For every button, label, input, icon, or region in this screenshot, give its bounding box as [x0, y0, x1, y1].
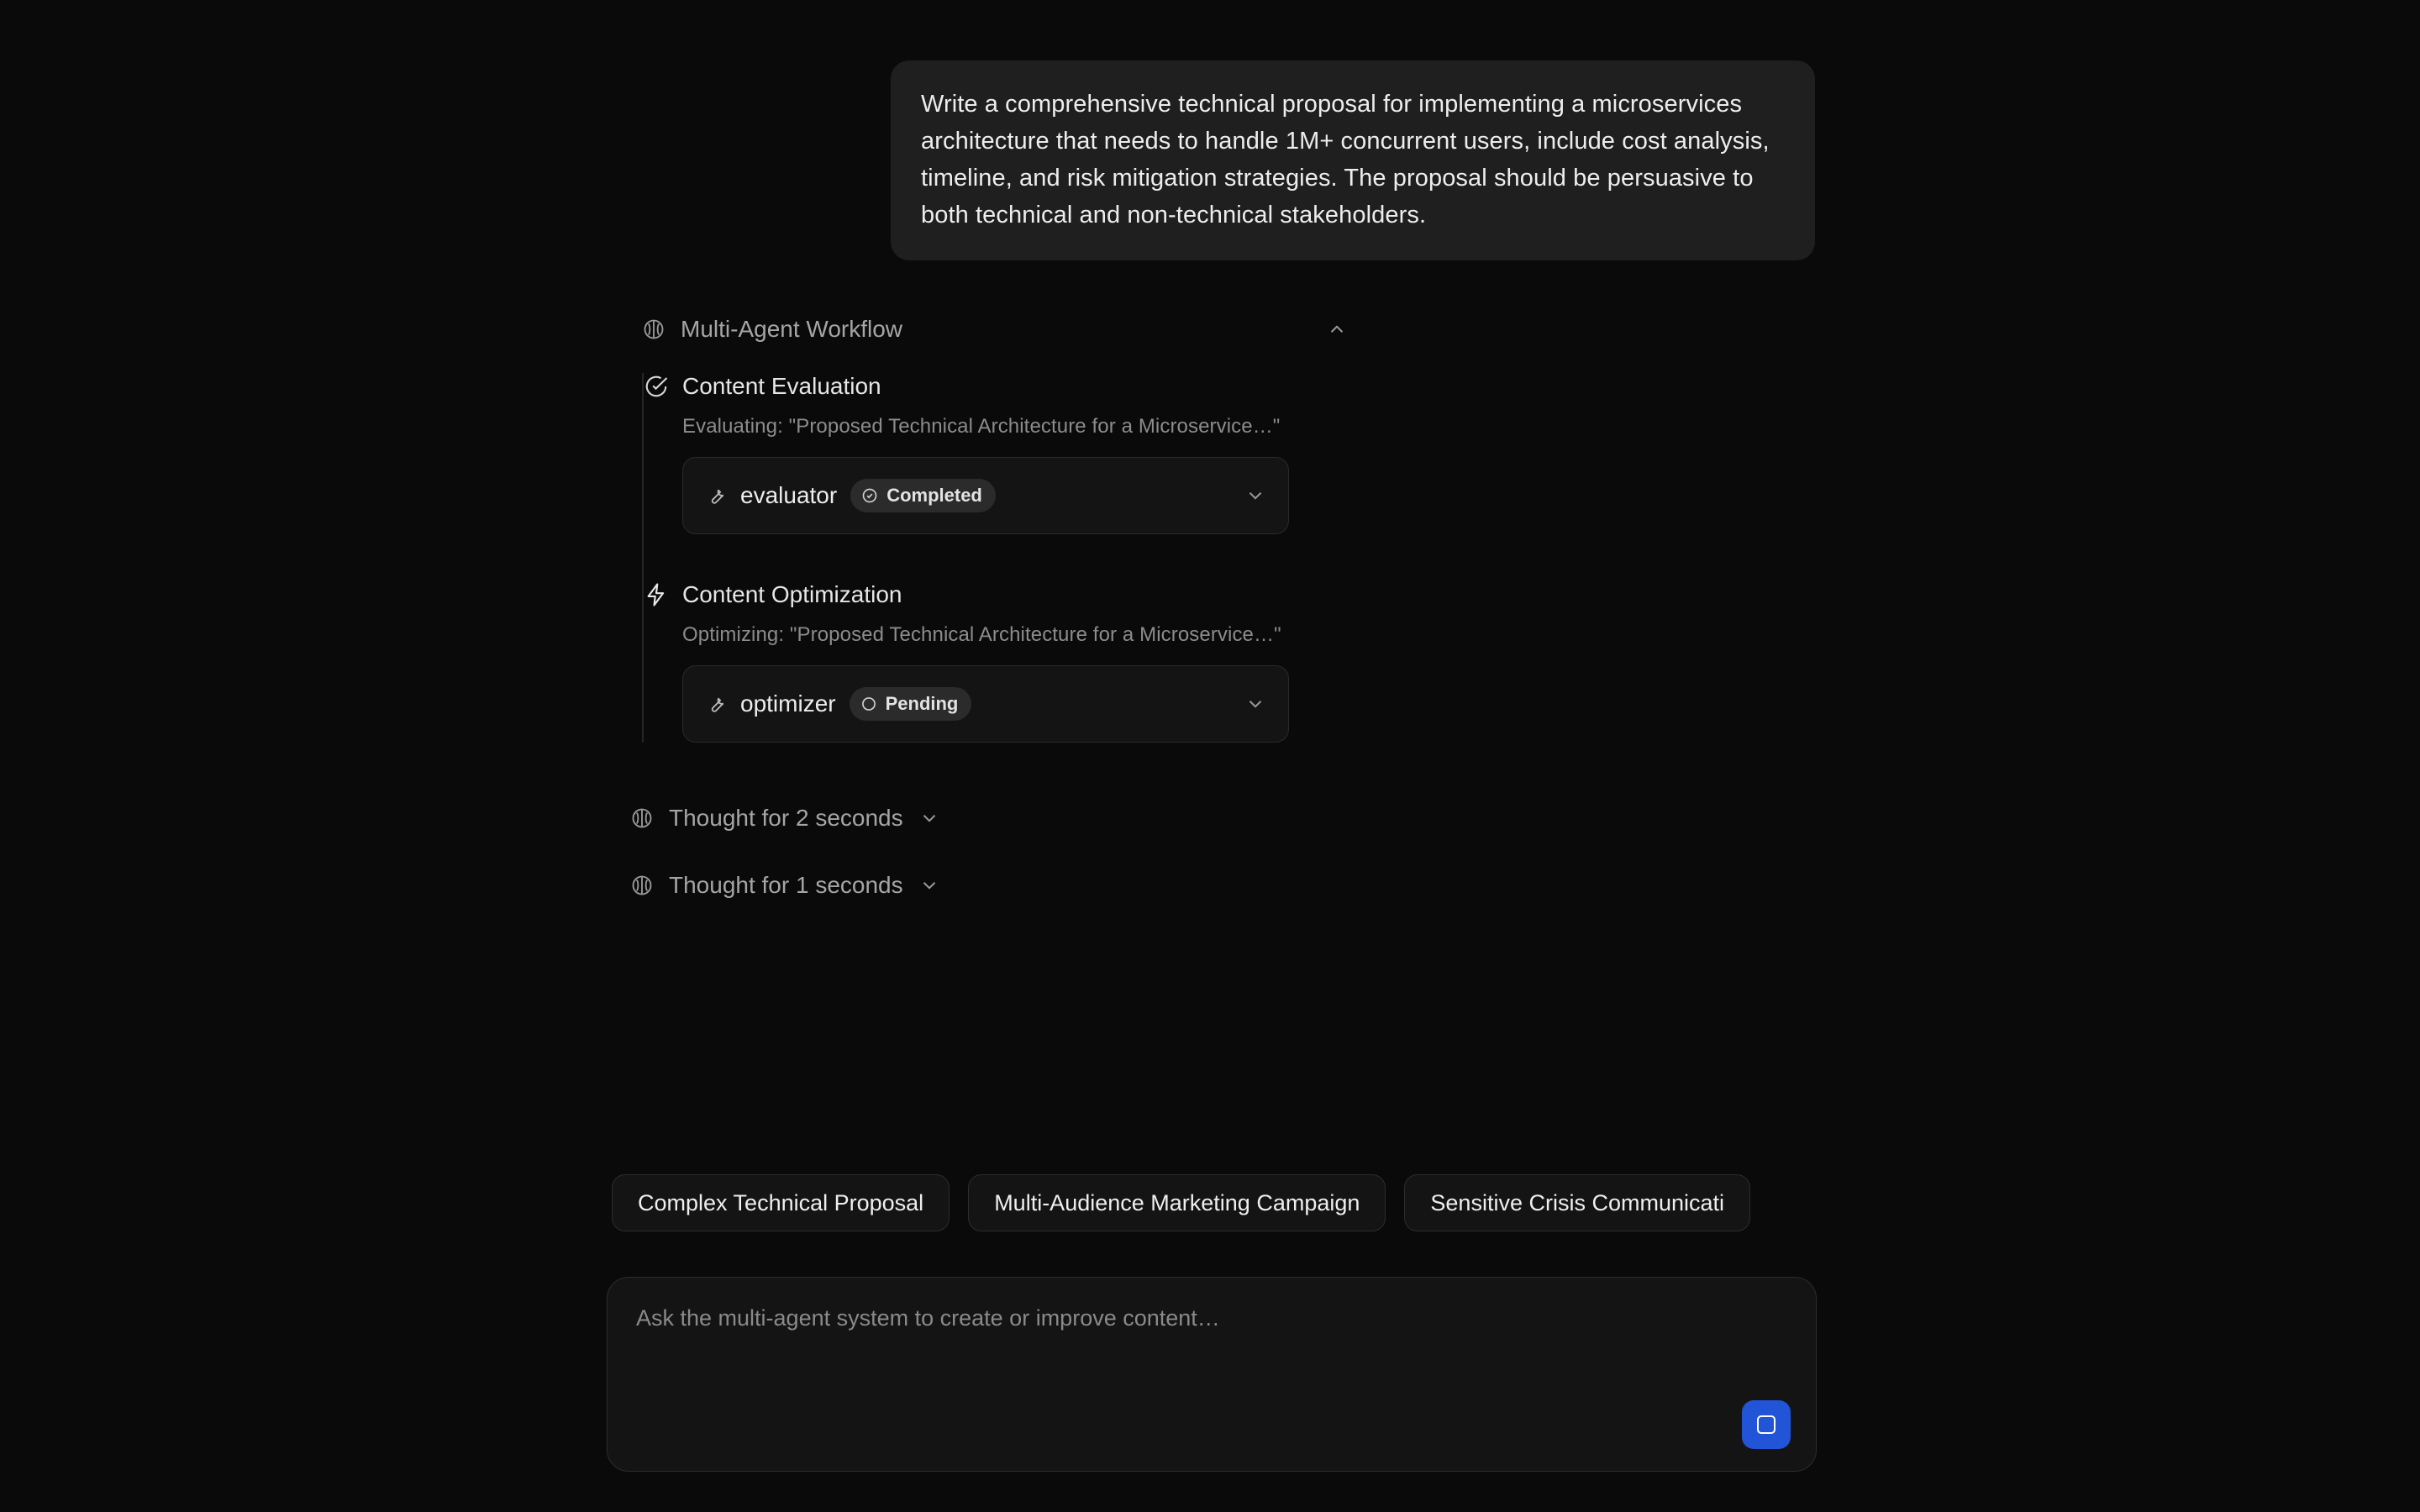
chip-label: Multi-Audience Marketing Campaign: [994, 1189, 1360, 1215]
workflow-stage-content-optimization: [644, 581, 1815, 743]
multi-agent-workflow-panel: [605, 316, 1815, 743]
wrench-icon: [705, 693, 727, 715]
check-circle-small-icon: [861, 487, 878, 504]
status-badge: [850, 479, 996, 512]
agent-name: optimizer: [740, 690, 836, 717]
suggestion-chips: [605, 1174, 1815, 1231]
stage-header: [644, 373, 1815, 400]
chevron-down-icon[interactable]: [1244, 693, 1266, 715]
check-circle-icon: [644, 374, 669, 399]
lightning-icon: [644, 582, 669, 607]
circle-small-icon: [860, 696, 877, 712]
brain-icon: [630, 874, 654, 897]
chip-label: Complex Technical Proposal: [638, 1189, 924, 1215]
status-badge-label: Pending: [885, 693, 959, 715]
stop-button[interactable]: [1742, 1400, 1791, 1449]
composer: [607, 1277, 1817, 1472]
agent-name: evaluator: [740, 482, 838, 509]
suggestion-chip-complex-technical-proposal[interactable]: [612, 1174, 950, 1231]
status-badge-label: Completed: [886, 485, 982, 507]
workflow-stage-content-evaluation: [644, 373, 1815, 534]
agent-card-optimizer[interactable]: [682, 665, 1289, 743]
chevron-down-icon[interactable]: [918, 874, 940, 896]
chip-label: Sensitive Crisis Communicati: [1430, 1189, 1724, 1215]
thought-label: Thought for 2 seconds: [669, 805, 903, 832]
status-badge: [850, 687, 972, 721]
thought-row[interactable]: [630, 805, 1815, 832]
workflow-title: Multi-Agent Workflow: [681, 316, 903, 343]
chevron-down-icon[interactable]: [918, 807, 940, 829]
chevron-up-icon[interactable]: [1326, 318, 1348, 340]
stage-subtitle: Evaluating: "Proposed Technical Architecture for a Microservice…": [682, 415, 1281, 438]
stop-square-icon: [1757, 1415, 1776, 1434]
stage-subtitle: Optimizing: "Proposed Technical Architecture for a Microservice…": [682, 623, 1281, 647]
stage-title: Content Optimization: [682, 581, 902, 608]
workflow-stages: [642, 373, 1815, 743]
agent-card-evaluator[interactable]: [682, 457, 1289, 534]
user-message-row: [605, 0, 1815, 260]
suggestion-chip-multi-audience-marketing-campaign[interactable]: [968, 1174, 1386, 1231]
thought-list: [605, 805, 1815, 899]
suggestion-chip-sensitive-crisis-communication[interactable]: [1404, 1174, 1750, 1231]
thought-row[interactable]: [630, 872, 1815, 899]
brain-icon: [630, 806, 654, 830]
stage-header: [644, 581, 1815, 608]
message-input[interactable]: [636, 1303, 1787, 1395]
wrench-icon: [705, 485, 727, 507]
workflow-header[interactable]: [642, 316, 1348, 343]
chevron-down-icon[interactable]: [1244, 485, 1266, 507]
chat-column: [605, 0, 1815, 1512]
brain-icon: [642, 318, 666, 341]
user-message-bubble: Write a comprehensive technical proposal for implementing a microservices architecture that needs to handle 1M+ concurrent users, include cost analysis, timeline, and risk mitigation strategies. The proposal should be persuasive to both technical and non-technical stakeholders.: [891, 60, 1815, 260]
thought-label: Thought for 1 seconds: [669, 872, 903, 899]
stage-title: Content Evaluation: [682, 373, 881, 400]
